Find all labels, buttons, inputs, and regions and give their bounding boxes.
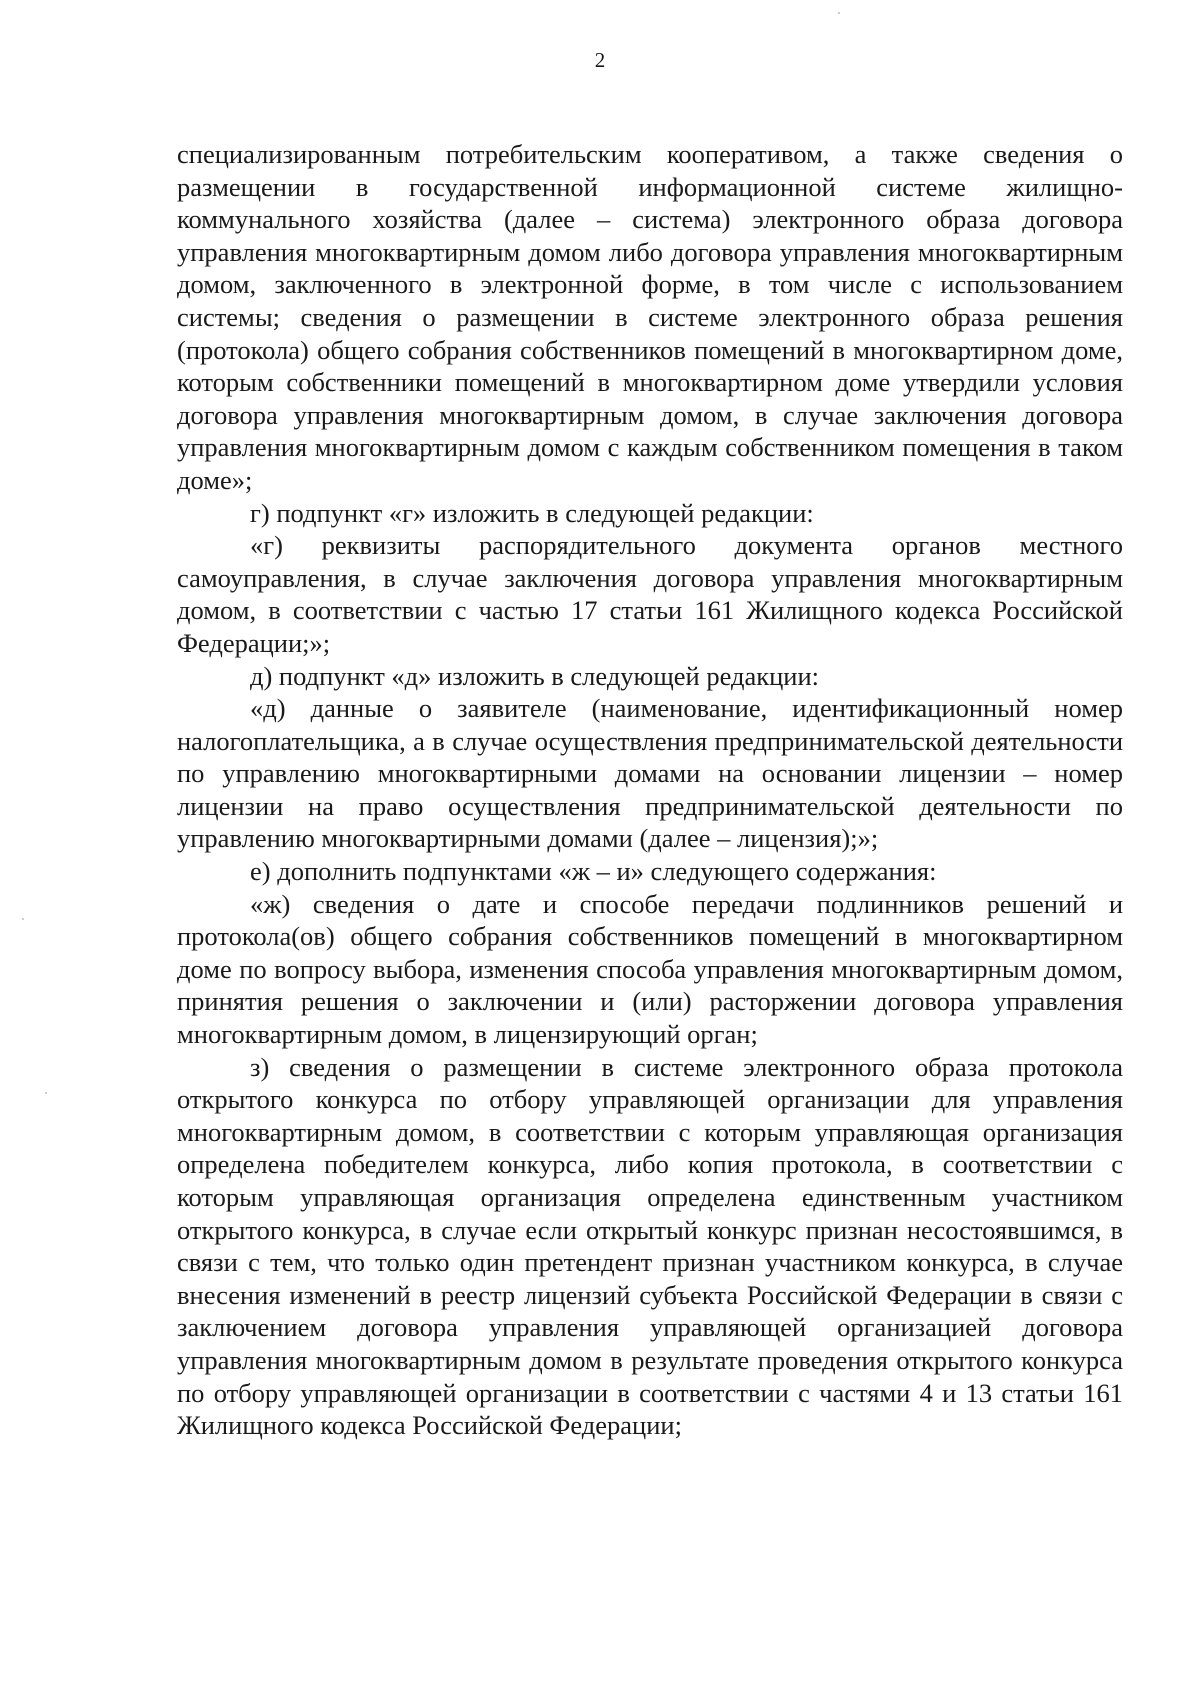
paragraph-item-d-text: «д) данные о заявителе (наименование, идентификационный номер налогоплательщика, а в случае осуществления предпринимательской деятельности по управлению многоквартирными домами на основании лицензии – номер лицензии на право осуществления предпринимательской деятельности по управлению многоквартирными домами (далее – лицензия);»; <box>177 693 1123 854</box>
paragraph-continuation: специализированным потребительским кооперативом, а также сведения о размещении в государственной информационной системе жилищно-коммунального хозяйства (далее – система) электронного образа договора управления многоквартирным домом либо договора управления многоквартирным домом, заключенного в электронной форме, в том числе с использованием системы; сведения о размещении в системе электронного образа решения (протокола) общего собрания собственников помещений в многоквартирном доме, которым собственники помещений в многоквартирном доме утвердили условия договора управления многоквартирным домом, в случае заключения договора управления многоквартирным домом с каждым собственником помещения в таком доме»; <box>177 139 1123 495</box>
scan-speck <box>22 918 24 920</box>
paragraph-item-zh-text: «ж) сведения о дате и способе передачи подлинников решений и протокола(ов) общего собрания собственников помещений в многоквартирном доме по вопросу выбора, изменения способа управления многоквартирным домом, принятия решения о заключении и (или) расторжении договора управления многоквартирным домом, в лицензирующий орган; <box>177 888 1123 1050</box>
scan-speck <box>45 1092 47 1094</box>
paragraph-item-d-heading: д) подпункт «д» изложить в следующей редакции: <box>250 660 820 691</box>
paragraph-item-g-text: «г) реквизиты распорядительного документа органов местного самоуправления, в случае заключения договора управления многоквартирным домом, в соответствии с частью 17 статьи 161 Жилищного кодекса Российской Федерации;»; <box>177 530 1123 658</box>
page-number: 2 <box>594 48 606 72</box>
paragraph-item-g-heading: г) подпункт «г» изложить в следующей редакции: <box>250 497 814 528</box>
scan-speck <box>838 12 840 14</box>
document-body <box>177 138 1123 1442</box>
paragraph-item-z-text: з) сведения о размещении в системе электронного образа протокола открытого конкурса по отбору управляющей организации для управления многоквартирным домом, в соответствии с которым управляющая организация определена победителем конкурса, либо копия протокола, в соответствии с которым управляющая организация определена единственным участником открытого конкурса, в случае если открытый конкурс признан несостоявшимся, в связи с тем, что только один претендент признан участником конкурса, в случае внесения изменений в реестр лицензий субъекта Российской Федерации в связи с заключением договора управления управляющей организацией договора управления многоквартирным домом в результате проведения открытого конкурса по отбору управляющей организации в соответствии с частями 4 и 13 статьи 161 Жилищного кодекса Российской Федерации; <box>177 1051 1123 1441</box>
paragraph-item-e-heading: е) дополнить подпунктами «ж – и» следующего содержания: <box>250 856 937 887</box>
